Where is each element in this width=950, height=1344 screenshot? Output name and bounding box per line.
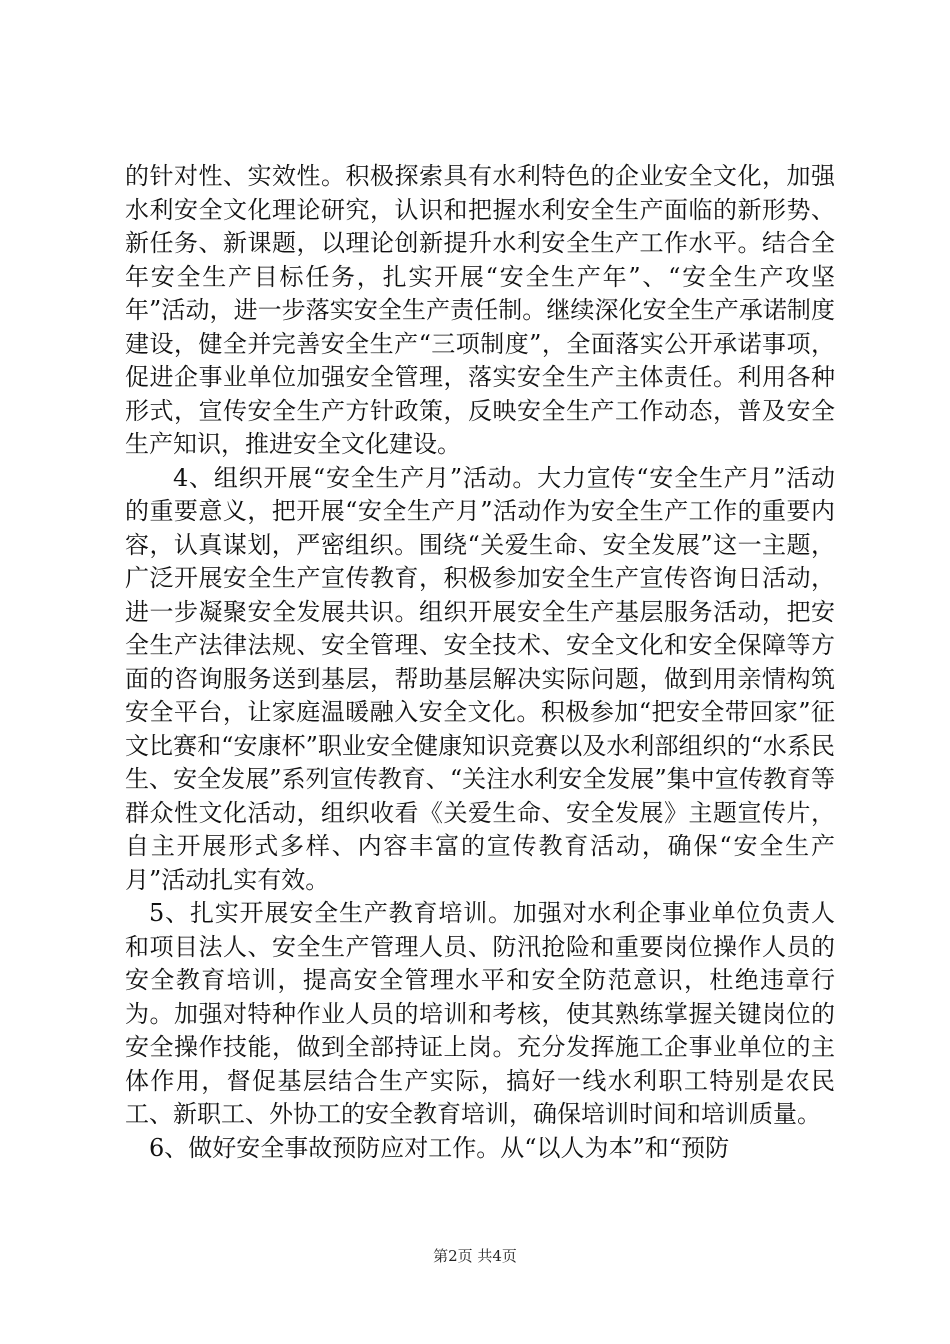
paragraph-education-training: 5、扎实开展安全生产教育培训。加强对水利企事业单位负责人和项目法人、安全生产管理人员、防汛抢险和重要岗位操作人员的安全教育培训，提高安全管理水平和安全防范意识，杜绝违章行为。加强对特种作业人员的培训和考核，使其熟练掌握关键岗位的安全操作技能，做到全部持证上岗。充分发挥施工企事业单位的主体作用，督促基层结合生产实际，搞好一线水利职工特别是农民工、新职工、外协工的安全教育培训，确保培训时间和培训质量。 [125, 899, 835, 1128]
paragraph-accident-prevention: 6、做好安全事故预防应对工作。从“以人为本”和“预防 [149, 1133, 730, 1162]
page-number-footer: 第2页 共4页 [433, 1247, 517, 1265]
document-body [125, 160, 835, 1165]
paragraph-continuation: 的针对性、实效性。积极探索具有水利特色的企业安全文化，加强水利安全文化理论研究，认识和把握水利安全生产面临的新形势、新任务、新课题，以理论创新提升水利安全生产工作水平。结合全年安全生产目标任务，扎实开展“安全生产年”、“安全生产攻坚年”活动，进一步落实安全生产责任制。继续深化安全生产承诺制度建设，健全并完善安全生产“三项制度”，全面落实公开承诺事项，促进企事业单位加强安全管理，落实安全生产主体责任。利用各种形式，宣传安全生产方针政策，反映安全生产工作动态，普及安全生产知识，推进安全文化建设。 [125, 162, 835, 458]
paragraph-safety-month: 4、组织开展“安全生产月”活动。大力宣传“安全生产月”活动的重要意义，把开展“安全生产月”活动作为安全生产工作的重要内容，认真谋划，严密组织。围绕“关爱生命、安全发展”这一主题，广泛开展安全生产宣传教育，积极参加安全生产宣传咨询日活动，进一步凝聚安全发展共识。组织开展安全生产基层服务活动，把安全生产法律法规、安全管理、安全技术、安全文化和安全保障等方面的咨询服务送到基层，帮助基层解决实际问题，做到用亲情构筑安全平台，让家庭温暖融入安全文化。积极参加“把安全带回家”征文比赛和“安康杯”职业安全健康知识竞赛以及水利部组织的“水系民生、安全发展”系列宣传教育、“关注水利安全发展”集中宣传教育等群众性文化活动，组织收看《关爱生命、安全发展》主题宣传片，自主开展形式多样、内容丰富的宣传教育活动，确保“安全生产月”活动扎实有效。 [125, 463, 835, 894]
